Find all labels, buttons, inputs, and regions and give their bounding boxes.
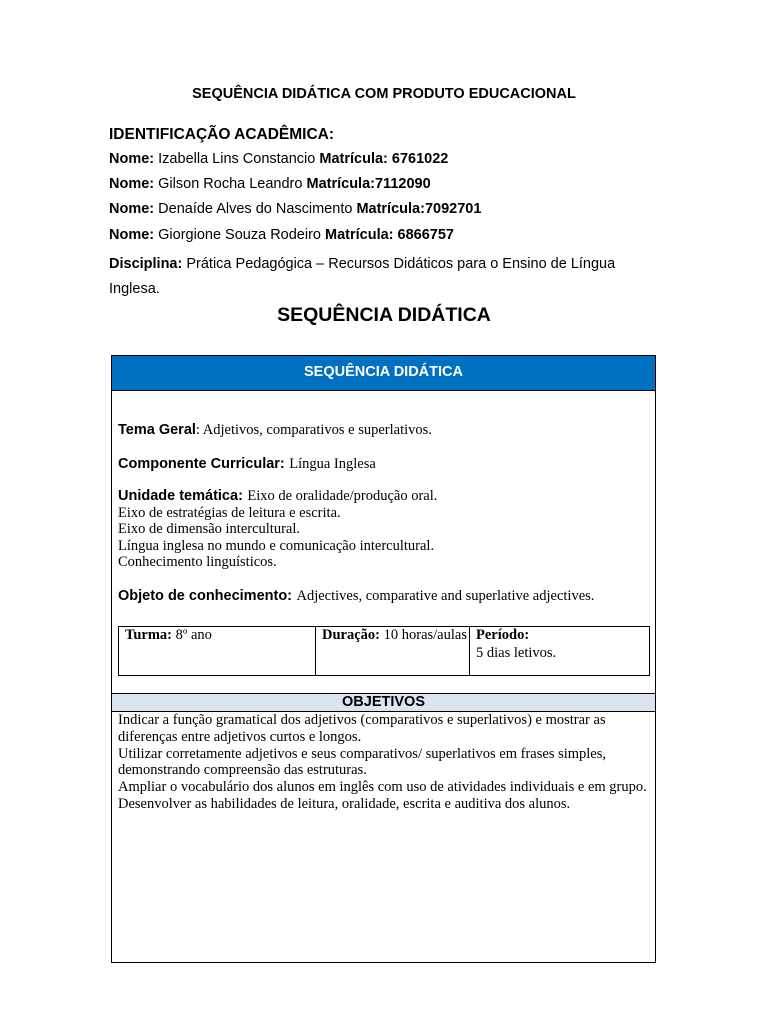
name-label: Nome: [109, 201, 155, 218]
duracao-label: Duração: [322, 627, 380, 643]
registration-number: 7092701 [424, 201, 482, 218]
class-info-table [118, 626, 650, 676]
periodo-cell [470, 627, 650, 676]
registration-label: Matrícula: [306, 176, 375, 193]
tema-geral [118, 422, 650, 439]
student-name: Gilson Rocha Leandro [158, 176, 303, 193]
objetivo-item: Ampliar o vocabulário dos alunos em inglês com uso de atividades individuais e em grupo. [118, 779, 647, 796]
unidade-line: Eixo de estratégias de leitura e escrita. [118, 504, 341, 521]
name-label: Nome: [109, 151, 155, 167]
tema-label: Tema Geral [118, 422, 196, 438]
componente-label: Componente Curricular: [118, 455, 285, 472]
duracao-value: 10 horas/aulas [383, 627, 467, 643]
unidade-tematica [118, 488, 650, 505]
academic-identification [109, 126, 669, 297]
unidade-label: Unidade temática: [118, 488, 243, 504]
student-name: Izabella Lins Constancio [158, 151, 316, 167]
turma-value: 8º ano [175, 627, 212, 643]
discipline-value: Prática Pedagógica – Recursos Didáticos para o Ensino de Língua Inglesa. [109, 255, 616, 297]
objeto-conhecimento [118, 588, 650, 605]
student-name: Denaíde Alves do Nascimento [158, 201, 353, 218]
registration-number: 7112090 [374, 176, 431, 193]
objeto-label: Objeto de conhecimento: [118, 587, 293, 604]
table-content [118, 422, 650, 604]
didactic-sequence-table [111, 355, 656, 963]
componente-curricular [118, 456, 650, 473]
student-name: Giorgione Souza Rodeiro [158, 226, 321, 243]
discipline-label: Disciplina: [109, 255, 183, 272]
student-row [109, 151, 669, 176]
registration-label: Matrícula: [319, 151, 388, 167]
unidade-line: Eixo de dimensão intercultural. [118, 521, 301, 537]
objetivos-list [118, 712, 650, 813]
table-row [119, 627, 650, 676]
turma-cell [119, 627, 316, 676]
registration-label: Matrícula: [356, 201, 425, 218]
objetivos-header: OBJETIVOS [112, 693, 655, 712]
name-label: Nome: [109, 176, 155, 193]
registration-number: 6761022 [391, 151, 449, 167]
componente-value: Língua Inglesa [289, 455, 376, 472]
tema-value: : Adjetivos, comparativos e superlativos. [195, 422, 432, 438]
periodo-value: 5 dias letivos. [476, 644, 557, 661]
objetivo-item: Desenvolver as habilidades de leitura, oralidade, escrita e auditiva dos alunos. [118, 795, 571, 812]
periodo-label: Período: [476, 627, 530, 643]
unidade-line: Conhecimento linguísticos. [118, 554, 277, 570]
turma-label: Turma: [125, 627, 172, 643]
unidade-line: Eixo de oralidade/produção oral. [247, 488, 438, 504]
objetivo-item: Indicar a função gramatical dos adjetivos (comparativos e superlativos) e mostrar as diferenças entre adjetivos curtos e longos. [118, 712, 606, 745]
registration-number: 6866757 [397, 226, 454, 243]
student-row [109, 176, 669, 201]
objetivo-item: Utilizar corretamente adjetivos e seus comparativos/ superlativos em frases simples, demonstrando compreensão das estruturas. [118, 745, 607, 779]
identification-heading: IDENTIFICAÇÃO ACADÊMICA: [109, 126, 335, 143]
table-header: SEQUÊNCIA DIDÁTICA [112, 356, 655, 391]
document-title: SEQUÊNCIA DIDÁTICA COM PRODUTO EDUCACIONAL [192, 86, 576, 102]
name-label: Nome: [109, 226, 155, 243]
objeto-value: Adjectives, comparative and superlative adjectives. [296, 587, 595, 604]
registration-label: Matrícula: [325, 226, 394, 243]
discipline-row [109, 252, 669, 297]
section-title: SEQUÊNCIA DIDÁTICA [277, 304, 491, 326]
student-row [109, 201, 669, 226]
student-row [109, 227, 669, 252]
unidade-line: Língua inglesa no mundo e comunicação intercultural. [118, 537, 435, 554]
duracao-cell [316, 627, 470, 676]
